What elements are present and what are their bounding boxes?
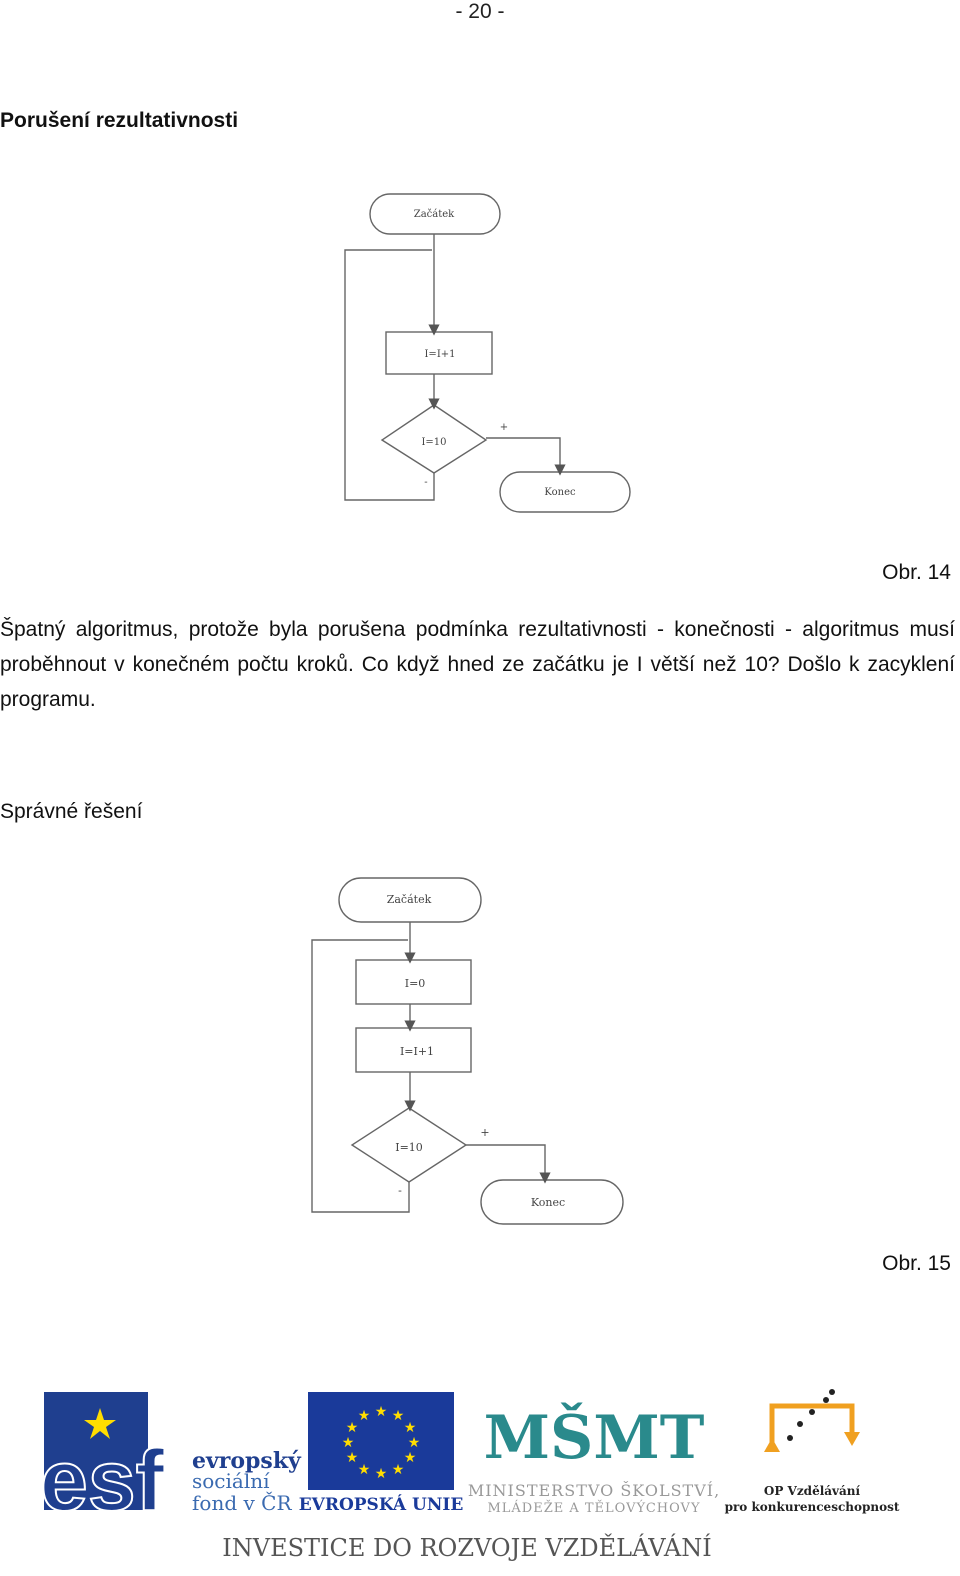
- end-label: Konec: [530, 1196, 566, 1209]
- start-label: Začátek: [413, 209, 455, 220]
- op-line-1: OP Vzdělávání: [763, 1484, 861, 1498]
- footer-logos: [0, 1380, 960, 1576]
- svg-text:★: ★: [407, 1435, 421, 1451]
- svg-text:★: ★: [357, 1408, 371, 1424]
- flowchart-wrong: [0, 180, 960, 520]
- svg-text:★: ★: [403, 1450, 417, 1466]
- minus-label: -: [398, 1184, 402, 1197]
- svg-text:★: ★: [391, 1408, 405, 1424]
- svg-text:★: ★: [341, 1435, 355, 1451]
- condition-label: I=10: [421, 437, 447, 448]
- eu-label: EVROPSKÁ UNIE: [298, 1495, 464, 1515]
- esf-logo: [40, 1392, 302, 1529]
- increment-label: I=I+1: [424, 349, 456, 360]
- op-line-2: pro konkurenceschopnost: [724, 1500, 900, 1514]
- esf-line-1: evropský: [192, 1448, 301, 1474]
- figure-caption-14: Obr. 14: [882, 561, 951, 584]
- page-number: - 20 -: [455, 0, 505, 23]
- op-logo: [725, 1389, 900, 1514]
- flowchart-correct: [0, 860, 960, 1240]
- section-heading-correct: Správné řešení: [0, 800, 143, 823]
- section-heading-violation: Porušení rezultativnosti: [0, 109, 239, 132]
- msmt-line-2: MLÁDEŽE A TĚLOVÝCHOVY: [487, 1501, 701, 1516]
- svg-text:★: ★: [391, 1462, 405, 1478]
- msmt-mark: MŠMT: [483, 1403, 705, 1473]
- eu-logo: [299, 1392, 464, 1515]
- end-label: Konec: [544, 487, 576, 498]
- svg-text:★: ★: [374, 1404, 388, 1420]
- minus-label: -: [424, 477, 428, 488]
- plus-label: +: [499, 422, 509, 433]
- esf-mark: esf: [40, 1433, 165, 1529]
- msmt-logo: [468, 1402, 720, 1516]
- svg-text:★: ★: [345, 1450, 359, 1466]
- increment-label: I=I+1: [399, 1045, 435, 1058]
- init-label: I=0: [404, 977, 426, 990]
- condition-label: I=10: [395, 1141, 423, 1154]
- svg-text:★: ★: [345, 1420, 359, 1436]
- svg-text:★: ★: [357, 1462, 371, 1478]
- svg-text:★: ★: [403, 1420, 417, 1436]
- figure-caption-15: Obr. 15: [882, 1252, 951, 1275]
- investment-banner: INVESTICE DO ROZVOJE VZDĚLÁVÁNÍ: [222, 1534, 712, 1562]
- svg-text:★: ★: [374, 1466, 388, 1482]
- explanation-text: Špatný algoritmus, protože byla porušena podmínka rezultativnosti - konečnosti - algoritmus musí proběhnout v konečném počtu kroků. Co když hned ze začátku je I větší než 10? Došlo k zacyklení programu.: [0, 618, 955, 711]
- esf-line-2: sociální: [192, 1469, 270, 1493]
- plus-label: +: [480, 1126, 490, 1139]
- start-label: Začátek: [386, 893, 432, 906]
- esf-line-3: fond v ČR: [192, 1491, 292, 1515]
- msmt-line-1: MINISTERSTVO ŠKOLSTVÍ,: [467, 1481, 721, 1500]
